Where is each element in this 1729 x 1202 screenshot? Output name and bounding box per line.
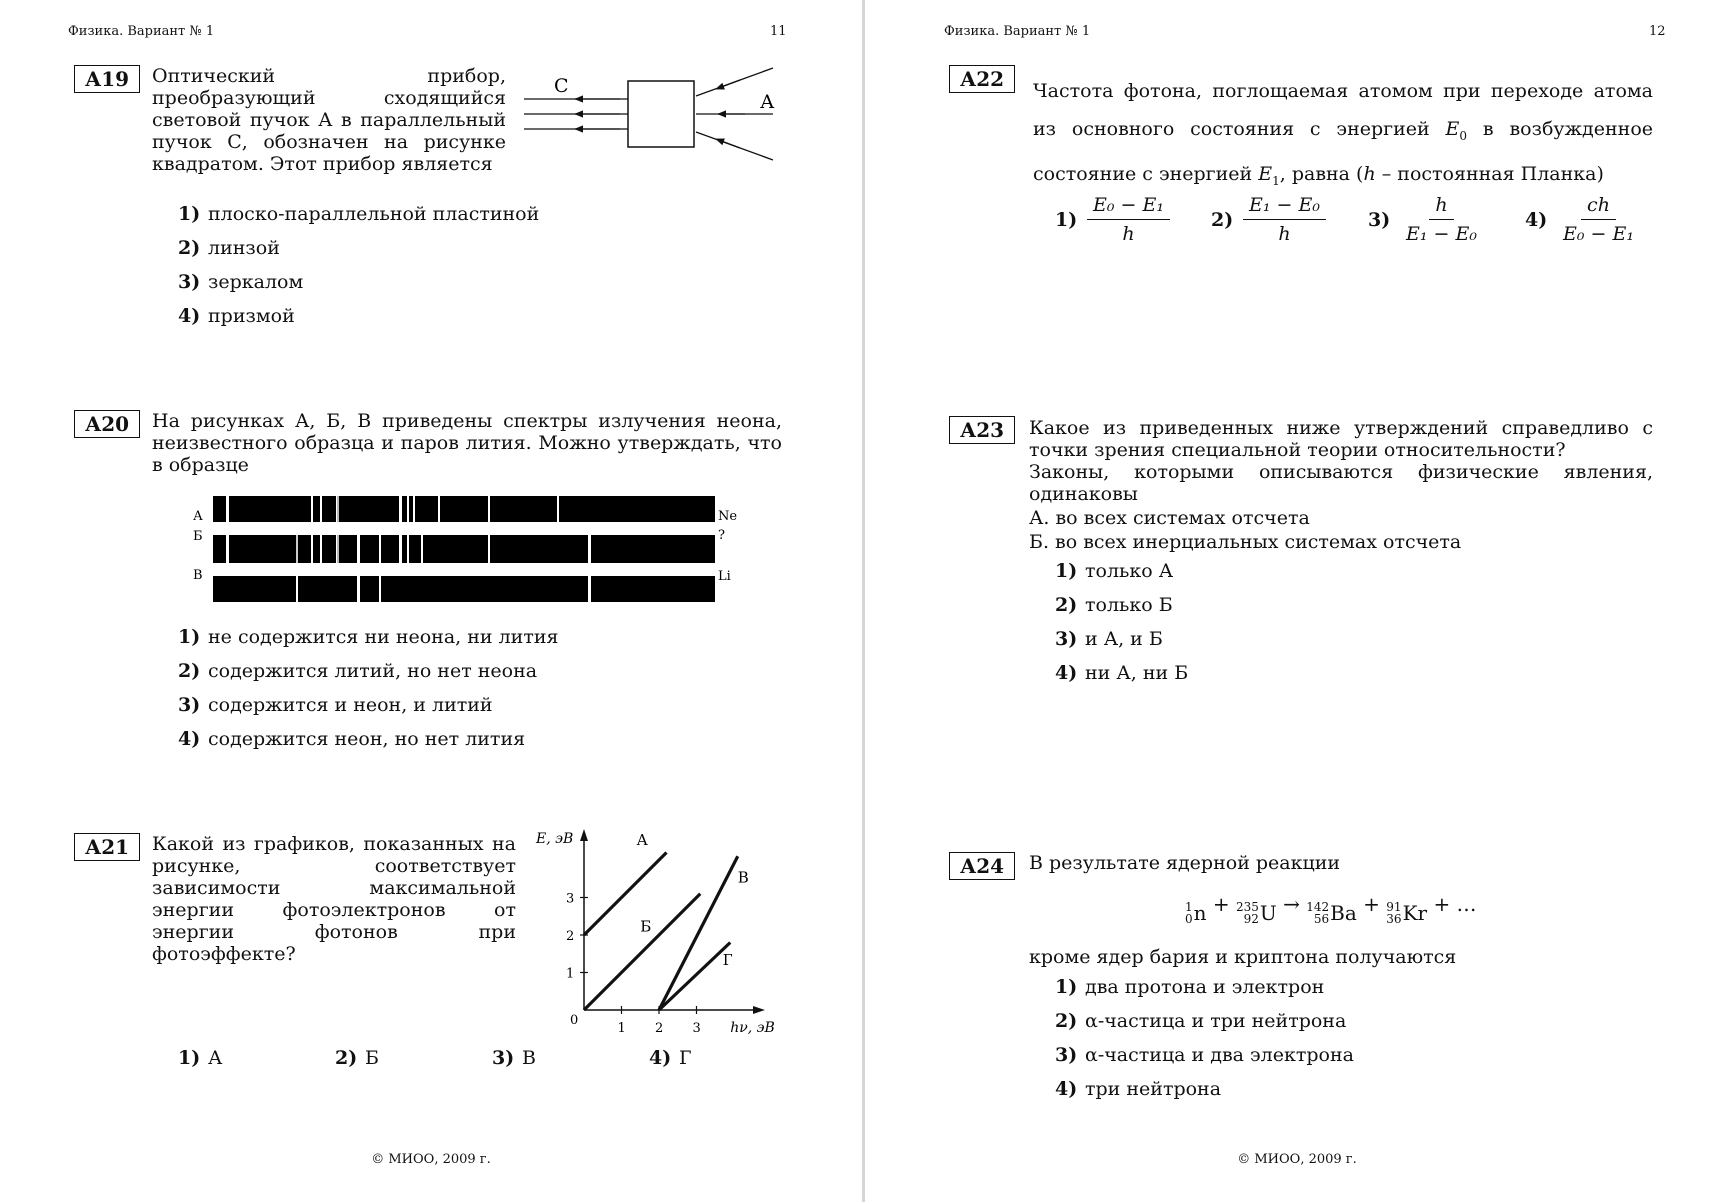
page-number: 11 — [770, 24, 787, 39]
x-tick-label: 2 — [655, 1021, 664, 1036]
question-label-a19: А19 — [74, 65, 140, 93]
question-text-a22: Частота фотона, поглощаемая атомом при переходе атома из основного состояния с энергией $E_0$ в возбужденное состояние с энергией $E_1$, равна (h – постоянная Планка) — [1033, 80, 1654, 188]
question-label-a21: А21 — [74, 833, 140, 861]
page-footer: © МИОО, 2009 г. — [371, 1152, 491, 1167]
x-axis-label: hν, эВ — [730, 1020, 775, 1036]
y-axis-label: E, эВ — [536, 831, 574, 847]
question-text-a20: На рисунках А, Б, В приведены спектры излучения неона, неизвестного образца и паров лития. Можно утверждать, что в образце — [152, 410, 782, 476]
answer-a19-4[interactable]: 4) призмой — [178, 305, 295, 327]
x-axis-arrow — [753, 1006, 765, 1014]
series-line-В — [659, 856, 738, 1010]
page-header: Физика. Вариант № 1 — [68, 24, 215, 39]
series-line-Б — [584, 894, 700, 1010]
question-text-a24: В результате ядерной реакции — [1029, 852, 1341, 874]
answer-a23-2[interactable]: 2) только Б — [1055, 594, 1173, 616]
answer-a24-1[interactable]: 1) два протона и электрон — [1055, 976, 1325, 998]
series-label: А — [636, 831, 648, 849]
answer-a19-3[interactable]: 3) зеркалом — [178, 271, 304, 293]
answer-a24-2[interactable]: 2) α-частица и три нейтрона — [1055, 1010, 1347, 1032]
answer-a20-1[interactable]: 1) не содержится ни неона, ни лития — [178, 626, 559, 648]
right-page — [865, 0, 1729, 1202]
answer-a23-4[interactable]: 4) ни А, ни Б — [1055, 662, 1189, 684]
answer-a23-3[interactable]: 3) и А, и Б — [1055, 628, 1163, 650]
question-label-a23: А23 — [949, 416, 1015, 444]
series-line-Г — [659, 943, 730, 1011]
label-a: А — [760, 91, 775, 113]
y-axis-arrow — [580, 829, 588, 841]
answer-a23-1[interactable]: 1) только А — [1055, 560, 1174, 582]
x-tick-label: 3 — [692, 1021, 701, 1036]
label-c: С — [554, 75, 569, 97]
answer-a20-3[interactable]: 3) содержится и неон, и литий — [178, 694, 493, 716]
y-tick-label: 1 — [566, 966, 575, 982]
page-header: Физика. Вариант № 1 — [944, 24, 1091, 39]
x-tick-label: 1 — [617, 1021, 626, 1036]
answer-a21-2[interactable]: 2) Б — [335, 1047, 379, 1069]
page-footer: © МИОО, 2009 г. — [1237, 1152, 1357, 1167]
spectrum-tag-li: Li — [718, 569, 731, 584]
answer-a22-1[interactable]: 1) $\frac{\text{E₀ − E₁}}{h}$ — [1055, 194, 1170, 245]
answer-a21-4[interactable]: 4) Г — [649, 1047, 692, 1069]
question-text-a21: Какой из графиков, показанных на рисунке, соответствует зависимости максимальной энергии фотоэлектронов от энергии фотонов при фотоэффекте? — [152, 833, 516, 965]
answer-a19-2[interactable]: 2) линзой — [178, 237, 280, 259]
question-label-a24: А24 — [949, 852, 1015, 880]
question-label-a20: А20 — [74, 410, 140, 438]
answer-a21-3[interactable]: 3) В — [492, 1047, 536, 1069]
answer-a19-1[interactable]: 1) плоско-параллельной пластиной — [178, 203, 540, 225]
answer-a24-4[interactable]: 4) три нейтрона — [1055, 1078, 1222, 1100]
optical-device-figure — [520, 62, 782, 172]
answer-a22-2[interactable]: 2) $\frac{\text{E₁ − E₀}}{h}$ — [1211, 194, 1326, 245]
spectrum-tag-ne: Ne — [718, 509, 738, 524]
spectrum-li — [213, 576, 715, 602]
answer-a22-3[interactable]: 3) $\frac{h}{\text{E₁ − E₀}}$ — [1368, 194, 1477, 245]
origin-label: 0 — [570, 1013, 579, 1028]
spectrum-ne — [213, 496, 715, 522]
question-text-a19: Оптический прибор, преобразующий сходящийся световой пучок А в параллельный пучок С, обозначен на рисунке квадратом. Этот прибор является — [152, 65, 506, 175]
photoeffect-chart — [532, 828, 788, 1040]
series-label: Г — [722, 951, 733, 969]
spectrum-row-label: Б — [193, 529, 203, 544]
y-tick-label: 2 — [566, 929, 575, 944]
answer-a24-3[interactable]: 3) α-частица и два электрона — [1055, 1044, 1354, 1066]
series-line-А — [584, 853, 667, 936]
question-text-a23: Какое из приведенных ниже утверждений справедливо с точки зрения специальной теории относительности? Законы, которыми описываются физические явления, одинаковы А. во всех системах отсчета Б. во всех инерциальных системах отсчета — [1029, 417, 1653, 553]
series-label: Б — [640, 917, 652, 936]
answer-a20-2[interactable]: 2) содержится литий, но нет неона — [178, 660, 538, 682]
answer-a20-4[interactable]: 4) содержится неон, но нет лития — [178, 728, 526, 750]
page-number: 12 — [1649, 24, 1666, 39]
left-page — [0, 0, 862, 1202]
spectra-figure — [185, 490, 745, 608]
spectrum-row-label: А — [193, 509, 203, 524]
spectrum-sample — [213, 535, 715, 563]
answer-a22-4[interactable]: 4) $\frac{ch}{\text{E₀ − E₁}}$ — [1525, 194, 1634, 245]
device-square — [628, 81, 694, 147]
spectrum-tag-sample: ? — [718, 528, 725, 543]
answer-a21-1[interactable]: 1) А — [178, 1047, 223, 1069]
y-tick-label: 3 — [566, 891, 575, 907]
question-text-a24-after: кроме ядер бария и криптона получаются — [1029, 946, 1457, 968]
question-label-a22: А22 — [949, 65, 1015, 93]
spectrum-row-label: В — [193, 568, 203, 583]
nuclear-reaction: 1 0 n + 235 92 U → 142 56 Ba + 91 36 Kr + … — [1185, 892, 1477, 926]
series-label: В — [737, 868, 749, 887]
